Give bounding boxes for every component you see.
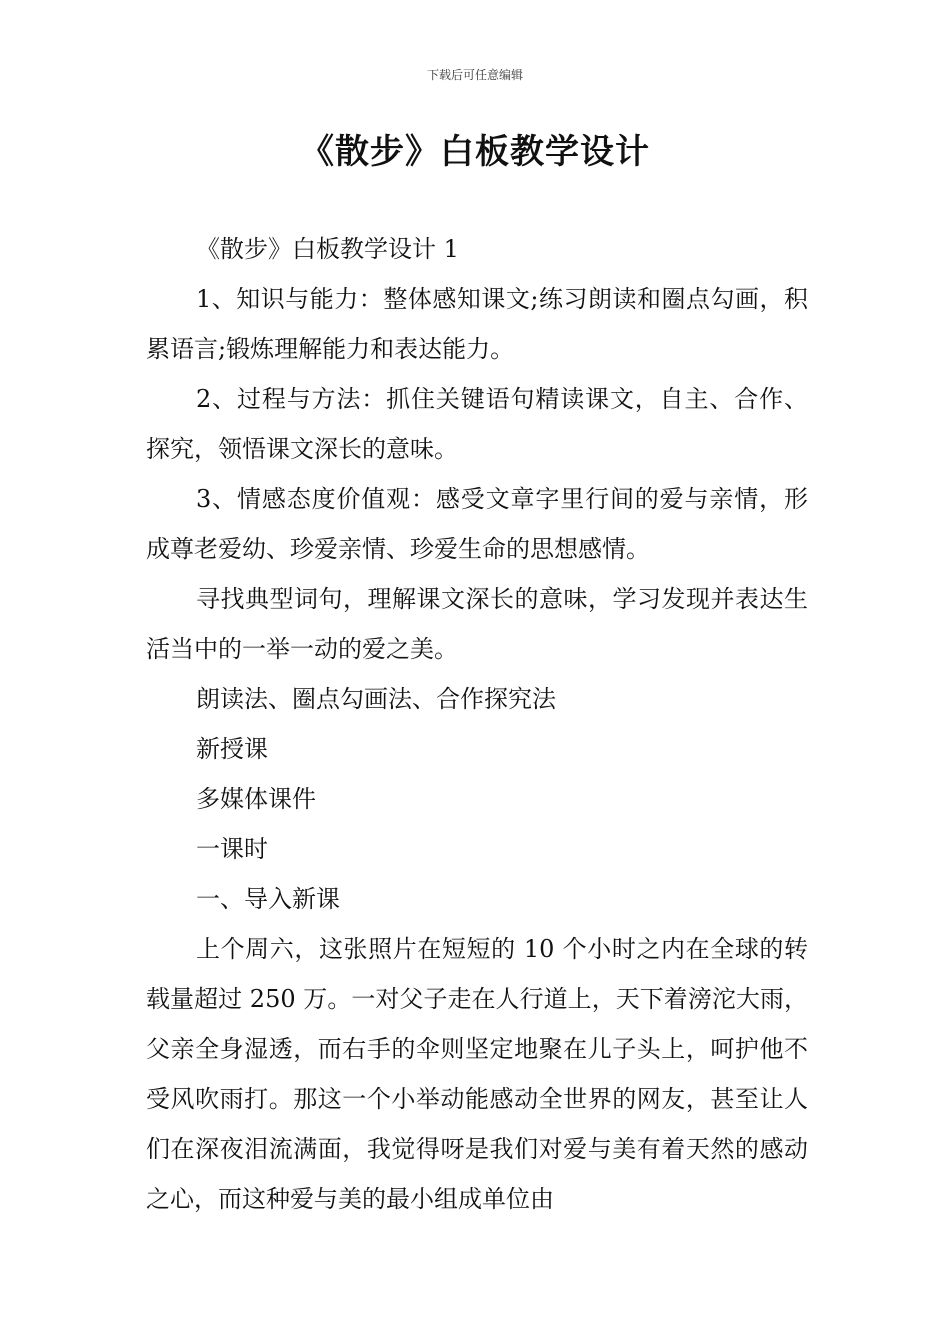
section-subtitle: 《散步》白板教学设计 1 <box>196 235 459 263</box>
header-note: 下载后可任意编辑 <box>426 68 523 82</box>
objective-knowledge: 1、知识与能力：整体感知课文;练习朗读和圈点勾画，积累语言;锻炼理解能力和表达能力。 <box>146 285 808 363</box>
intro-paragraph: 上个周六，这张照片在短短的 10 个小时之内在全球的转载量超过 250 万。一对父子走在人行道上，天下着滂沱大雨，父亲全身湿透，而右手的伞则坚定地聚在儿子头上，呵护他不受风吹雨打。那这一个小举动能感动全世界的网友，甚至让人们在深夜泪流满面，我觉得呀是我们对爱与美有着天然的感动之心，而这种爱与美的最小组成单位由 <box>146 935 808 1213</box>
objective-process: 2、过程与方法：抓住关键语句精读课文，自主、合作、探究，领悟课文深长的意味。 <box>146 385 808 463</box>
objective-emotion: 3、情感态度价值观：感受文章字里行间的爱与亲情，形成尊老爱幼、珍爱亲情、珍爱生命的思想感情。 <box>146 485 808 563</box>
teaching-methods: 朗读法、圈点勾画法、合作探究法 <box>196 685 556 713</box>
class-hours: 一课时 <box>196 835 268 863</box>
teaching-focus: 寻找典型词句，理解课文深长的意味，学习发现并表达生活当中的一举一动的爱之美。 <box>146 585 808 663</box>
step-heading: 一、导入新课 <box>196 885 340 913</box>
document-body <box>146 224 808 1224</box>
page-title: 《散步》白板教学设计 <box>300 132 650 172</box>
lesson-type: 新授课 <box>196 735 268 763</box>
teaching-aids: 多媒体课件 <box>196 785 316 813</box>
